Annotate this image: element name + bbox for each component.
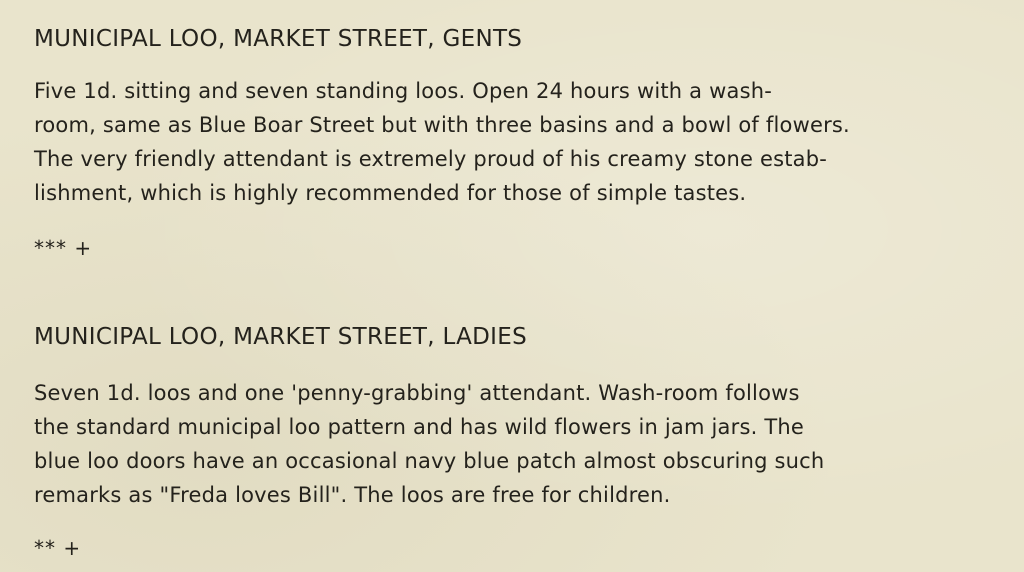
description-line: blue loo doors have an occasional navy blue patch almost obscuring such [34,449,825,473]
entry-description-gents [34,74,1009,210]
entry-title-ladies: MUNICIPAL LOO, MARKET STREET, LADIES [34,324,527,350]
description-line: room, same as Blue Boar Street but with three basins and a bowl of flowers. [34,113,850,137]
description-line: lishment, which is highly recommended for those of simple tastes. [34,181,747,205]
description-line: The very friendly attendant is extremely proud of his creamy stone estab- [34,147,828,171]
description-line: remarks as "Freda loves Bill". The loos are free for children. [34,483,671,507]
rating-ladies: ** + [34,536,82,560]
entry-title-gents: MUNICIPAL LOO, MARKET STREET, GENTS [34,26,523,52]
description-line: Five 1d. sitting and seven standing loos. Open 24 hours with a wash- [34,79,772,103]
description-line: the standard municipal loo pattern and has wild flowers in jam jars. The [34,415,804,439]
description-line: Seven 1d. loos and one 'penny-grabbing' attendant. Wash-room follows [34,381,800,405]
rating-gents: *** + [34,236,93,260]
entry-description-ladies [34,376,1009,512]
